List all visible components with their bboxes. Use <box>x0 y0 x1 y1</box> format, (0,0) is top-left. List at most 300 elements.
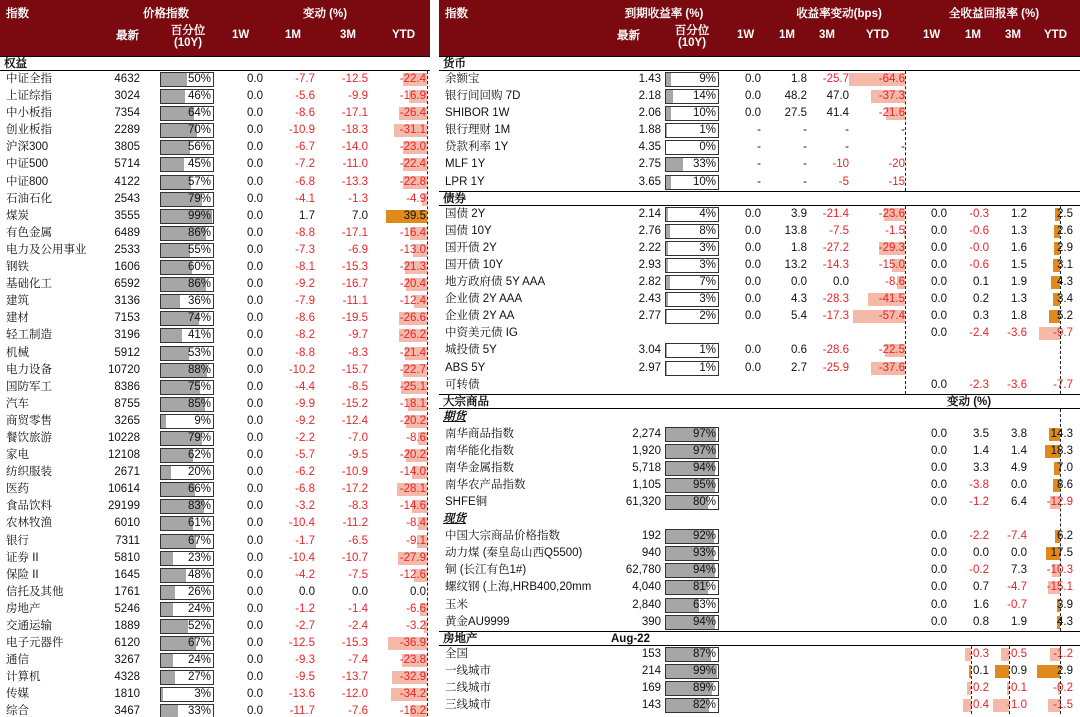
percentile-value: 3% <box>194 688 211 701</box>
row-name: 电力及公用事业 <box>6 243 87 256</box>
cell-tr-m3: 0.0 <box>1011 547 1027 560</box>
row-m3: -7.4 <box>348 654 368 667</box>
percentile-bar <box>160 516 214 531</box>
table-row <box>439 494 1080 511</box>
row-m3: 7.0 <box>352 209 368 222</box>
percentile-bar <box>160 226 214 241</box>
table-row <box>439 274 1080 291</box>
bonds-section <box>439 191 1080 206</box>
cell-tr-m1: -0.4 <box>969 699 989 711</box>
bond-rows <box>439 206 1080 394</box>
table-row <box>439 88 1080 105</box>
percentile-bar <box>160 397 214 412</box>
row-ytd: -34.2 <box>399 688 426 701</box>
row-m1: -8.6 <box>295 312 315 325</box>
row-m3: -16.7 <box>341 278 368 291</box>
row-ytd: -23.0 <box>399 141 426 154</box>
cell-ytd: -64.6 <box>878 73 905 85</box>
row-latest: 3136 <box>114 295 140 308</box>
row-m1: -2.7 <box>295 620 315 632</box>
row-name: 南华金属指数 <box>445 461 514 474</box>
percentile-value: 87% <box>692 647 716 660</box>
cell-tr-m1: 0.7 <box>973 581 989 594</box>
table-row <box>0 669 430 686</box>
percentile-bar <box>665 444 719 459</box>
row-latest: 5912 <box>114 346 140 359</box>
percentile-value: 3% <box>699 293 716 306</box>
percentile-value: 94% <box>692 564 716 577</box>
table-row <box>439 223 1080 240</box>
cell-tr-ytd: 3.9 <box>1057 598 1073 611</box>
row-name: 建筑 <box>6 295 29 308</box>
table-row <box>0 703 430 717</box>
equity-header-3m: 3M <box>340 29 356 41</box>
row-ytd: -3.2 <box>406 620 426 632</box>
row-latest: 2.43 <box>638 293 661 306</box>
row-name: 中小板指 <box>6 107 52 120</box>
table-row <box>439 545 1080 562</box>
row-m1: -11.7 <box>289 705 315 717</box>
percentile-bar <box>665 157 719 172</box>
table-row <box>439 240 1080 257</box>
cell-tr-w1: 0.0 <box>931 378 947 391</box>
percentile-value: 10% <box>692 107 716 120</box>
percentile-fill <box>161 705 178 717</box>
yield-ytd-axis <box>905 206 906 394</box>
row-m3: -9.7 <box>348 329 368 342</box>
row-name: 贷款利率 1Y <box>445 141 509 154</box>
percentile-fill <box>666 158 683 171</box>
row-name: 基础化工 <box>6 278 52 291</box>
commodity-rows <box>439 409 1080 631</box>
row-latest: 169 <box>641 681 661 694</box>
row-m1: -9.2 <box>295 414 315 427</box>
table-row <box>0 447 430 464</box>
row-w1: 0.0 <box>247 705 263 717</box>
row-w1: 0.0 <box>247 175 263 188</box>
percentile-bar <box>665 647 719 662</box>
row-name: 国防军工 <box>6 380 52 393</box>
percentile-bar <box>665 361 719 376</box>
row-name: 三线城市 <box>445 699 491 711</box>
row-latest: 2,274 <box>632 427 661 440</box>
row-name: 中国大宗商品价格指数 <box>445 530 560 543</box>
row-latest: 1889 <box>114 620 140 632</box>
row-latest: 6120 <box>114 637 140 650</box>
row-m1: -7.2 <box>295 158 315 171</box>
row-m3: -6.9 <box>348 243 368 256</box>
row-m1: -8.8 <box>295 226 315 239</box>
row-latest: 940 <box>641 547 661 560</box>
row-latest: 10614 <box>108 483 140 496</box>
percentile-bar <box>160 636 214 651</box>
percentile-fill <box>666 124 667 137</box>
percentile-bar <box>665 664 719 679</box>
percentile-fill <box>161 620 188 633</box>
percentile-bar <box>665 681 719 696</box>
row-latest: 2.93 <box>638 258 661 271</box>
row-m1: -8.1 <box>295 261 315 274</box>
percentile-bar <box>665 343 719 358</box>
row-ytd: -14.0 <box>399 466 426 479</box>
cell-tr-ytd: 3.1 <box>1057 258 1073 271</box>
row-m3: -8.5 <box>348 380 368 393</box>
row-m3: -13.7 <box>341 671 368 684</box>
row-latest: 1645 <box>114 568 140 581</box>
percentile-value: 63% <box>692 598 716 611</box>
percentile-value: 45% <box>187 158 211 171</box>
cell-tr-ytd: -0.2 <box>1053 681 1073 694</box>
table-row <box>439 360 1080 377</box>
percentile-bar <box>160 277 214 292</box>
row-m1: -9.2 <box>295 278 315 291</box>
row-latest: 2.82 <box>638 276 661 289</box>
cell-m1: - <box>803 175 807 188</box>
cell-w1: - <box>757 175 761 188</box>
row-latest: 3.65 <box>638 175 661 188</box>
money-section-label: 货币 <box>443 58 466 70</box>
row-name: 煤炭 <box>6 209 29 222</box>
row-name: 南华商品指数 <box>445 427 514 440</box>
row-latest: 10720 <box>108 363 140 376</box>
cell-m1: 5.4 <box>791 310 807 323</box>
row-latest: 1606 <box>114 261 140 274</box>
percentile-value: 24% <box>187 654 211 667</box>
percentile-bar <box>665 241 719 256</box>
table-row <box>0 259 430 276</box>
percentile-fill <box>666 293 668 306</box>
row-name: 钢铁 <box>6 261 29 274</box>
row-w1: 0.0 <box>247 295 263 308</box>
row-w1: 0.0 <box>247 363 263 376</box>
row-w1: 0.0 <box>247 449 263 462</box>
cell-tr-m3: 1.9 <box>1011 276 1027 289</box>
percentile-fill <box>161 671 175 684</box>
percentile-value: 9% <box>699 73 716 85</box>
tr-header-1m: 1M <box>965 29 981 41</box>
fi-header-ytd: YTD <box>866 29 889 41</box>
cell-tr-w1: 0.0 <box>931 207 947 220</box>
cell-w1: 0.0 <box>745 361 761 374</box>
cell-tr-m3: -0.7 <box>1007 598 1027 611</box>
cell-m1: 48.2 <box>784 90 807 103</box>
cell-tr-m1: 0.0 <box>973 547 989 560</box>
percentile-bar <box>665 598 719 613</box>
row-ytd: -31.1 <box>399 124 426 137</box>
row-m3: -14.0 <box>341 141 368 154</box>
percentile-fill <box>161 90 185 103</box>
row-m3: -7.5 <box>348 568 368 581</box>
cell-tr-m3: 7.3 <box>1011 564 1027 577</box>
cell-ytd: -21.6 <box>878 107 905 120</box>
cell-tr-ytd: -7.7 <box>1053 378 1073 391</box>
percentile-value: 86% <box>187 226 211 239</box>
cell-tr-m3: -3.6 <box>1007 327 1027 340</box>
row-latest: 153 <box>641 647 661 660</box>
cell-tr-ytd: 2.5 <box>1057 207 1073 220</box>
row-name: 银行 <box>6 534 29 547</box>
tr-ytd-axis <box>1060 409 1061 631</box>
cell-ytd: -15 <box>888 175 905 188</box>
cell-tr-w1: 0.0 <box>931 564 947 577</box>
cell-w1: 0.0 <box>745 276 761 289</box>
percentile-bar <box>160 380 214 395</box>
percentile-bar <box>160 243 214 258</box>
row-m3: -17.1 <box>341 226 368 239</box>
cell-tr-m1: -0.2 <box>969 681 989 694</box>
cell-m3: - <box>845 124 849 137</box>
row-latest: 2.97 <box>638 361 661 374</box>
table-row <box>439 308 1080 325</box>
row-w1: 0.0 <box>247 568 263 581</box>
percentile-bar <box>665 72 719 87</box>
table-row <box>439 257 1080 274</box>
row-m3: 0.0 <box>352 585 368 598</box>
percentile-bar <box>665 309 719 324</box>
row-name: 企业债 2Y AA <box>445 310 515 323</box>
percentile-fill <box>161 176 191 189</box>
row-latest: 29199 <box>108 500 140 513</box>
row-name: 国开债 2Y <box>445 241 497 254</box>
percentile-bar <box>160 157 214 172</box>
row-name: 家电 <box>6 449 29 462</box>
cell-tr-m3: 1.3 <box>1011 293 1027 306</box>
row-m1: -6.8 <box>295 175 315 188</box>
percentile-bar <box>160 209 214 224</box>
table-row <box>0 191 430 208</box>
percentile-value: 41% <box>187 329 211 342</box>
equity-header-latest: 最新 <box>116 30 139 42</box>
row-name: 综合 <box>6 705 29 717</box>
percentile-fill <box>666 276 670 289</box>
row-m3: -6.5 <box>348 534 368 547</box>
row-ytd: -22.8 <box>399 175 426 188</box>
percentile-fill <box>161 158 184 171</box>
percentile-value: 1% <box>699 124 716 137</box>
row-m3: -15.3 <box>341 261 368 274</box>
bonds-section-label: 债券 <box>443 192 466 205</box>
cell-tr-m1: -0.6 <box>969 258 989 271</box>
row-ytd: -28.1 <box>399 483 426 496</box>
percentile-value: 56% <box>187 141 211 154</box>
percentile-value: 89% <box>692 681 716 694</box>
row-w1: 0.0 <box>247 329 263 342</box>
table-row <box>0 396 430 413</box>
cell-tr-w1: 0.0 <box>931 293 947 306</box>
cell-tr-m3: -0.5 <box>1007 647 1027 660</box>
percentile-value: 79% <box>187 192 211 205</box>
row-name: 交通运输 <box>6 620 52 632</box>
percentile-fill <box>161 295 180 308</box>
percentile-value: 53% <box>187 346 211 359</box>
row-latest: 214 <box>641 664 661 677</box>
percentile-bar <box>160 602 214 617</box>
percentile-bar <box>665 89 719 104</box>
row-w1: 0.0 <box>247 637 263 650</box>
table-row <box>0 533 430 550</box>
cell-ytd: -23.6 <box>878 207 905 220</box>
table-row <box>439 579 1080 596</box>
row-m3: -8.3 <box>348 500 368 513</box>
row-name: 纺织服装 <box>6 466 52 479</box>
row-name: 电力设备 <box>6 363 52 376</box>
row-name: 银行间回购 7D <box>445 90 521 103</box>
cell-tr-m1: -3.8 <box>969 478 989 491</box>
percentile-value: 0% <box>699 141 716 154</box>
cell-ytd: -8.6 <box>885 276 905 289</box>
cell-tr-w1: 0.0 <box>931 224 947 237</box>
percentile-value: 94% <box>692 615 716 628</box>
cell-tr-ytd: 8.6 <box>1057 478 1073 491</box>
cell-tr-ytd: 14.3 <box>1050 427 1073 440</box>
row-ytd: -14.6 <box>399 500 426 513</box>
row-m1: -8.6 <box>295 107 315 120</box>
row-latest: 7153 <box>114 312 140 325</box>
row-name: 余额宝 <box>445 73 480 85</box>
row-latest: 3555 <box>114 209 140 222</box>
equity-section <box>0 56 430 71</box>
cell-w1: 0.0 <box>745 241 761 254</box>
row-name: 中证全指 <box>6 73 52 85</box>
percentile-value: 55% <box>187 243 211 256</box>
cell-m3: -14.3 <box>822 258 849 271</box>
row-latest: 4328 <box>114 671 140 684</box>
percentile-bar <box>160 585 214 600</box>
row-w1: 0.0 <box>247 73 263 85</box>
row-name: 银行理财 1M <box>445 124 511 137</box>
percentile-value: 67% <box>187 534 211 547</box>
fi-header-percentile: 百分位 <box>674 25 710 37</box>
cell-tr-w1: 0.0 <box>931 598 947 611</box>
fi-header-yield: 到期收益率 (%) <box>624 8 704 20</box>
row-w1: 0.0 <box>247 517 263 530</box>
percentile-bar <box>665 106 719 121</box>
cell-m1: - <box>803 141 807 154</box>
percentile-value: 85% <box>187 397 211 410</box>
row-name: 传媒 <box>6 688 29 701</box>
table-row <box>0 225 430 242</box>
row-m1: -10.4 <box>288 551 315 564</box>
cell-m3: -25.9 <box>822 361 849 374</box>
row-m1: -7.7 <box>295 73 315 85</box>
row-m1: -5.7 <box>295 449 315 462</box>
cell-tr-ytd: 2.6 <box>1057 224 1073 237</box>
row-ytd: -32.9 <box>399 671 426 684</box>
row-name: 动力煤 (秦皇岛山西Q5500) <box>445 547 583 560</box>
percentile-value: 26% <box>187 585 211 598</box>
table-row <box>439 443 1080 460</box>
tr-ytd-axis <box>1060 646 1061 714</box>
tr-3m-axis <box>1009 646 1010 714</box>
percentile-fill <box>666 176 671 189</box>
row-latest: 2671 <box>114 466 140 479</box>
row-m3: -17.1 <box>341 107 368 120</box>
percentile-value: 33% <box>692 158 716 171</box>
percentile-bar <box>665 175 719 190</box>
percentile-bar <box>160 534 214 549</box>
row-name: LPR 1Y <box>445 175 485 188</box>
commodity-section-label: 大宗商品 <box>443 395 489 408</box>
cell-m3: 47.0 <box>826 90 849 103</box>
cell-m1: 0.6 <box>791 344 807 357</box>
row-m1: -2.2 <box>295 431 315 444</box>
cell-m1: - <box>803 158 807 171</box>
row-ytd: -8.4 <box>406 517 426 530</box>
row-name: 农林牧渔 <box>6 517 52 530</box>
cell-tr-m3: 4.9 <box>1011 461 1027 474</box>
cell-tr-w1: 0.0 <box>931 310 947 323</box>
percentile-value: 27% <box>187 671 211 684</box>
table-row <box>0 652 430 669</box>
cell-m1: 1.8 <box>791 73 807 85</box>
percentile-value: 82% <box>692 699 716 711</box>
row-name: MLF 1Y <box>445 158 486 171</box>
cell-tr-m1: -2.4 <box>969 327 989 340</box>
row-m3: -7.0 <box>348 431 368 444</box>
cell-tr-ytd: 5.2 <box>1057 310 1073 323</box>
cell-tr-ytd: 7.0 <box>1057 461 1073 474</box>
row-name: 地方政府债 5Y AAA <box>445 276 546 289</box>
percentile-bar <box>665 224 719 239</box>
table-row <box>439 663 1080 680</box>
row-name: 有色金属 <box>6 226 52 239</box>
cell-tr-m1: -2.3 <box>969 378 989 391</box>
cell-w1: 0.0 <box>745 90 761 103</box>
equity-header-percentile-sub: (10Y) <box>173 37 203 49</box>
row-latest: 2.75 <box>638 158 661 171</box>
cell-w1: 0.0 <box>745 73 761 85</box>
percentile-bar <box>160 670 214 685</box>
equity-section-label: 权益 <box>4 58 27 70</box>
percentile-value: 23% <box>187 551 211 564</box>
percentile-value: 80% <box>692 496 716 509</box>
row-name: 南华能化指数 <box>445 444 514 457</box>
percentile-bar <box>665 615 719 630</box>
cell-tr-m3: 6.4 <box>1011 496 1027 509</box>
cell-ytd: -37.6 <box>878 361 905 374</box>
table-row <box>0 635 430 652</box>
cell-tr-m1: 0.1 <box>973 664 989 677</box>
percentile-fill <box>161 244 190 257</box>
cell-tr-ytd: 17.5 <box>1050 547 1073 560</box>
row-w1: 0.0 <box>247 261 263 274</box>
tr-1m-axis <box>971 646 972 714</box>
cell-w1: - <box>757 124 761 137</box>
percentile-fill <box>666 344 667 357</box>
cell-tr-w1: 0.0 <box>931 547 947 560</box>
money-section <box>439 56 1080 71</box>
percentile-fill <box>666 242 668 255</box>
percentile-bar <box>160 363 214 378</box>
row-w1: 0.0 <box>247 90 263 103</box>
row-ytd: -26.6 <box>399 312 426 325</box>
row-ytd: -20.2 <box>399 449 426 462</box>
row-latest: 2.22 <box>638 241 661 254</box>
fi-header-yield-change: 收益率变动(bps) <box>796 8 882 20</box>
row-ytd: -26.4 <box>399 107 426 120</box>
percentile-bar <box>160 328 214 343</box>
percentile-value: 88% <box>187 363 211 376</box>
row-name: 沪深300 <box>6 141 49 154</box>
row-latest: 1.88 <box>638 124 661 137</box>
percentile-value: 62% <box>187 449 211 462</box>
cell-tr-m1: 0.8 <box>973 615 989 628</box>
percentile-value: 97% <box>692 444 716 457</box>
cell-tr-ytd: 4.3 <box>1057 276 1073 289</box>
percentile-value: 95% <box>692 478 716 491</box>
percentile-bar <box>665 427 719 442</box>
cell-m1: 2.7 <box>791 361 807 374</box>
